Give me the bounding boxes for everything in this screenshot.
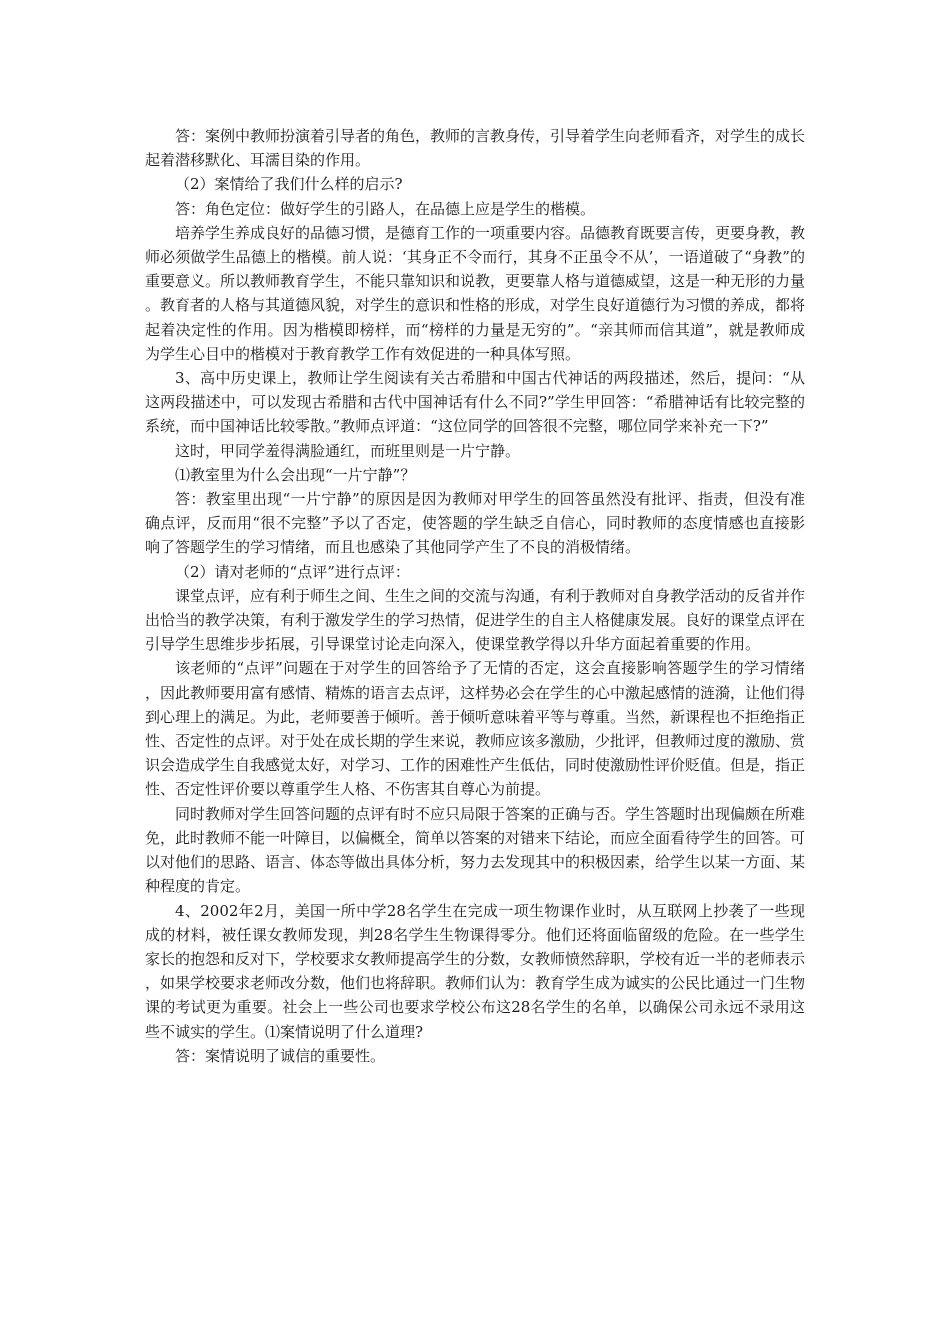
paragraph-case-3: 3、高中历史课上，教师让学生阅读有关古希腊和中国古代神话的两段描述，然后，提问：“从这两段描述中，可以发现古希腊和古代中国神话有什么不同?”学生甲回答：“希腊神话有比较完整的系统，而中国神话比较零散。”教师点评道：“这位同学的回答很不完整，哪位同学来补充一下?”: [145, 369, 805, 436]
paragraph-case-4: 4、2002年2月，美国一所中学28名学生在完成一项生物课作业时，从互联网上抄袭了一些现成的材料，被任课女教师发现，判28名学生生物课得零分。他们还将面临留级的危险。在一些学生家长的抱怨和反对下，学校要求女教师提高学生的分数，女教师愤然辞职，学校有近一半的老师表示，如果学校要求老师改分数，他们也将辞职。教师们认为：教育学生成为诚实的公民比通过一门生物课的考试更为重要。社会上一些公司也要求学校公布这28名学生的名单，以确保公司永远不录用这些不诚实的学生。⑴案情说明了什么道理?: [145, 901, 806, 1041]
paragraph-answer-honesty: 答：案情说明了诚信的重要性。: [175, 1046, 386, 1065]
paragraph-answer-positioning: 答：角色定位：做好学生的引路人，在品德上应是学生的楷模。: [175, 199, 596, 218]
paragraph-teacher-review: 该老师的“点评”问题在于对学生的回答给予了无情的否定，这会直接影响答题学生的学习情绪，因此教师要用富有感情、精炼的语言去点评，这样势必会在学生的心中激起感情的涟漪，让他们得到心理上的满足。为此，老师要善于倾听。善于倾听意味着平等与尊重。当然，新课程也不拒绝指正性、否定性的点评。对于处在成长期的学生来说，教师应该多激励，少批评，但教师过度的激励、赏识会造成学生自我感觉太好，对学习、工作的困难性产生低估，同时使激励性评价贬值。但是，指正性、否定性评价要以尊重学生人格、不伤害其自尊心为前提。: [145, 659, 806, 799]
paragraph-answer-role: 答：案例中教师扮演着引导者的角色，教师的言教身传，引导着学生向老师看齐，对学生的成长起着潜移默化、耳濡目染的作用。: [145, 127, 806, 170]
document-page: [145, 124, 805, 1068]
paragraph-question-review: （2）请对老师的“点评”进行点评：: [175, 562, 410, 581]
paragraph-answer-silence: 答：教室里出现“一片宁静”的原因是因为教师对甲学生的回答虽然没有批评、指责，但没有准确点评，反而用“很不完整”予以了否定，使答题的学生缺乏自信心，同时教师的态度情感也直接影响了答题学生的学习情绪，而且也感染了其他同学产生了不良的消极情绪。: [145, 490, 805, 557]
paragraph-question-silence: ⑴教室里为什么会出现“一片宁静”？: [175, 465, 416, 484]
paragraph-silence: 这时，甲同学羞得满脸通红，而班里则是一片宁静。: [175, 441, 521, 460]
paragraph-moral-education: 培养学生养成良好的品德习惯，是德育工作的一项重要内容。品德教育既要言传，更要身教，教师必须做学生品德上的楷模。前人说：‘其身正不令而行，其身不正虽令不从’，一语道破了“身教”的重要意义。所以教师教育学生，不能只靠知识和说教，更要靠人格与道德威望，这是一种无形的力量。教育者的人格与其道德风貌，对学生的意识和性格的形成，对学生良好道德行为习惯的养成，都将起着决定性的作用。因为楷模即榜样，而“榜样的力量是无穷的”。“亲其师而信其道”，就是教师成为学生心目中的楷模对于教育教学工作有效促进的一种具体写照。: [145, 223, 806, 363]
paragraph-review-scope: 同时教师对学生回答问题的点评有时不应只局限于答案的正确与否。学生答题时出现偏颇在所难免，此时教师不能一叶障目，以偏概全，简单以答案的对错来下结论，而应全面看待学生的回答。可以对他们的思路、语言、体态等做出具体分析，努力去发现其中的积极因素，给学生以某一方面、某种程度的肯定。: [145, 804, 806, 896]
paragraph-classroom-review: 课堂点评，应有利于师生之间、生生之间的交流与沟通，有利于教师对自身教学活动的反省并作出恰当的教学决策，有利于激发学生的学习热情，促进学生的自主人格健康发展。良好的课堂点评在引导学生思维步步拓展，引导课堂讨论走向深入，使课堂教学得以升华方面起着重要的作用。: [145, 586, 806, 654]
paragraph-question-2: （2）案情给了我们什么样的启示?: [175, 175, 403, 194]
